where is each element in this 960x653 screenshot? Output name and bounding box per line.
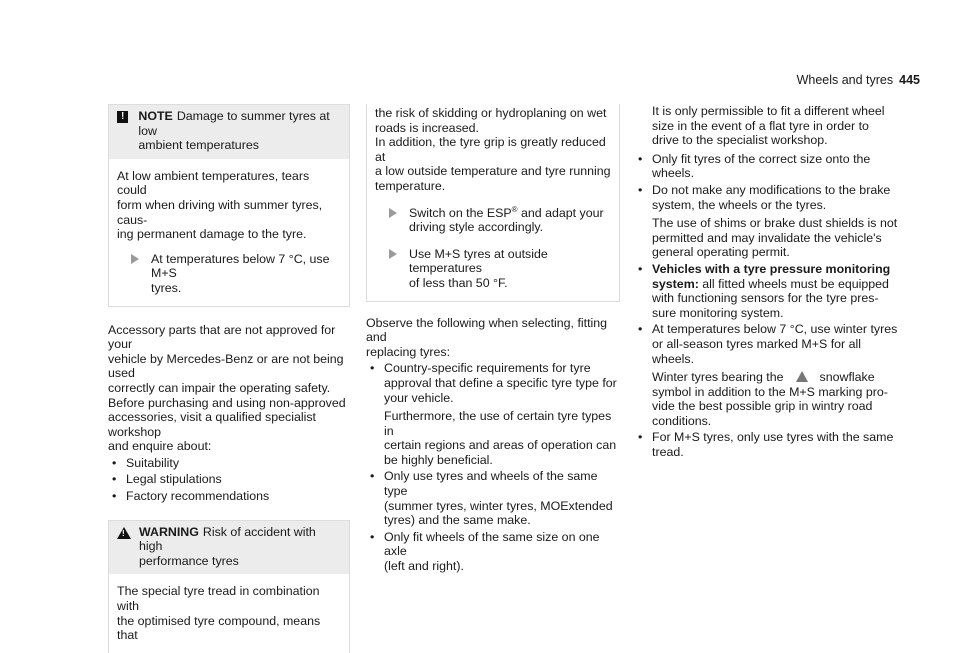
lead-l2: size in the event of a flat tyre in order to (652, 118, 869, 133)
warning-cont-l3: In addition, the tyre grip is greatly reduced at (375, 135, 606, 164)
list-item: • Factory recommendations (108, 489, 350, 504)
warning-title-l2: performance tyres (139, 553, 239, 568)
exclamation-icon: ! (117, 111, 128, 123)
note-box (108, 104, 350, 307)
step1-text-l2: driving style accordingly. (409, 220, 544, 235)
registered-mark: ® (511, 204, 518, 214)
list-item (366, 361, 620, 467)
page-header (797, 73, 920, 88)
b2-l2: (summer tyres, winter tyres, MOExtended (384, 498, 613, 513)
note-step (117, 252, 341, 296)
b1-extra-l2: certain regions and areas of operation can (384, 438, 617, 453)
list-item: • Suitability (108, 456, 350, 471)
b1-l3: your vehicle. (384, 390, 454, 405)
note-text-l1: At low ambient temperatures, tears could (117, 168, 310, 198)
column-1 (108, 104, 350, 653)
warning-label: WARNING (139, 524, 199, 539)
c3b2-extra-l1: The use of shims or brake dust shields is not (652, 216, 898, 231)
para1-l1: Accessory parts that are not approved for your (108, 322, 336, 352)
c3b4-l1: • At temperatures below 7 °C, use winter tyres (652, 322, 898, 337)
b2-l3: tyres) and the same make. (384, 513, 531, 528)
c3b3-l2-rest: all fitted wheels must be equipped (698, 276, 889, 291)
warning-text-l1: The special tyre tread in combination with (117, 584, 320, 614)
warning-continued-body (367, 104, 619, 301)
c3b4-extra-b: snowflake (819, 370, 875, 385)
list-item: • Legal stipulations (108, 472, 350, 487)
b1-l1: • Country-specific requirements for tyre (384, 361, 591, 376)
note-step-l1: At temperatures below 7 °C, use M+S (151, 251, 330, 281)
column-2 (366, 104, 620, 576)
warning-cont-l4: a low outside temperature and tyre running (375, 164, 611, 179)
c3b3-bold-l2: system: (652, 276, 699, 291)
para2-l3: and enquire about: (108, 439, 212, 454)
note-label: NOTE (138, 109, 173, 123)
b1-extra-l1: Furthermore, the use of certain tyre types in (384, 409, 612, 438)
c3b3-l3: with functioning sensors for the tyre pres- (652, 291, 879, 306)
enquiry-list (108, 456, 350, 504)
warning-title-l1: Risk of accident with high (139, 524, 316, 554)
list-item (634, 430, 900, 459)
c3b2-extra-l3: general operating permit. (652, 245, 790, 260)
b1-extra-l3: be highly beneficial. (384, 452, 493, 467)
c3b2-extra-l2: permitted and may invalidate the vehicle's (652, 230, 882, 245)
c3b4-extra-l2: symbol in addition to the M+S marking pro- (652, 384, 888, 399)
warning-box-continued (366, 104, 620, 302)
para1-l3: correctly can impair the operating safety. (108, 380, 331, 395)
intro-l2: replacing tyres: (366, 344, 451, 359)
step-arrow-icon (389, 208, 397, 218)
list-item (366, 530, 620, 574)
lead-l3: drive to the specialist workshop. (652, 133, 828, 148)
list-item (366, 469, 620, 527)
b2-l1: • Only use tyres and wheels of the same type (384, 469, 598, 499)
selection-list (366, 361, 620, 573)
fitting-list (634, 152, 900, 460)
warning-box (108, 520, 350, 653)
warning-header (109, 521, 349, 575)
c3b4-l3: wheels. (652, 351, 695, 366)
step1-text-b: and adapt your (517, 205, 604, 220)
step2-l1: Use M+S tyres at outside temperatures (409, 246, 548, 276)
accessory-paragraph (108, 323, 350, 454)
list-item (634, 262, 900, 320)
para1-l2: vehicle by Mercedes-Benz or are not being used (108, 351, 344, 381)
note-header (109, 105, 349, 159)
step1-text-a: Switch on the ESP (409, 205, 512, 220)
c3b3-bold-l1: • Vehicles with a tyre pressure monitoring (652, 261, 891, 276)
step-arrow-icon (389, 249, 397, 259)
step2-l2: of less than 50 °F. (409, 275, 508, 290)
note-text-l3: ing permanent damage to the tyre. (117, 227, 307, 242)
note-title-l2: ambient temperatures (138, 138, 259, 153)
warning-cont-l5: temperature. (375, 178, 446, 193)
note-title-l1: Damage to summer tyres at low (138, 109, 330, 138)
intro-l1: Observe the following when selecting, fitting and (366, 315, 608, 345)
b3-l2: (left and right). (384, 559, 464, 574)
note-body (109, 159, 349, 306)
c3b4-extra-a: Winter tyres bearing the (652, 370, 784, 385)
c3b4-extra-l3: vide the best possible grip in wintry road (652, 399, 873, 414)
lead-l1: It is only permissible to fit a different wheel (652, 104, 885, 118)
list-item (634, 322, 900, 428)
warning-text-l2: the optimised tyre compound, means that (117, 613, 321, 643)
c3b2-l1: • Do not make any modifications to the brake (652, 182, 891, 197)
continued-paragraph (634, 104, 900, 148)
c3b1-l2: wheels. (652, 166, 695, 181)
page-number: 445 (899, 73, 920, 87)
warning-body (109, 574, 349, 652)
c3b2-l2: system, the wheels or the tyres. (652, 197, 827, 212)
snowflake-symbol-icon (796, 371, 808, 382)
c3b4-extra-l4: conditions. (652, 413, 712, 428)
step-arrow-icon (131, 254, 139, 264)
selection-intro (366, 316, 620, 360)
c3b5-l1: • For M+S tyres, only use tyres with the same (652, 430, 894, 445)
c3b4-l2: or all-season tyres marked M+S for all (652, 336, 861, 351)
para2-l2: accessories, visit a qualified specialist workshop (108, 410, 316, 439)
warning-step-1 (375, 206, 611, 235)
para2-l1: Before purchasing and using non-approved (108, 395, 346, 410)
c3b5-l2: tread. (652, 445, 684, 460)
warning-icon: ! (117, 527, 131, 539)
b3-l1: • Only fit wheels of the same size on one axle (384, 529, 600, 559)
c3b1-l1: • Only fit tyres of the correct size onto the (652, 151, 871, 166)
warning-cont-l2: roads is increased. (375, 120, 479, 135)
section-title: Wheels and tyres (796, 73, 894, 87)
warning-cont-l1: the risk of skidding or hydroplaning on wet (375, 106, 607, 120)
list-item (634, 183, 900, 260)
b1-l2: approval that define a specific tyre type for (384, 375, 617, 390)
list-item (634, 152, 900, 181)
note-text-l2: form when driving with summer tyres, caus- (117, 197, 323, 227)
column-3 (634, 104, 900, 462)
c3b3-l4: sure monitoring system. (652, 305, 784, 320)
warning-step-2 (375, 247, 611, 291)
note-step-l2: tyres. (151, 280, 182, 295)
